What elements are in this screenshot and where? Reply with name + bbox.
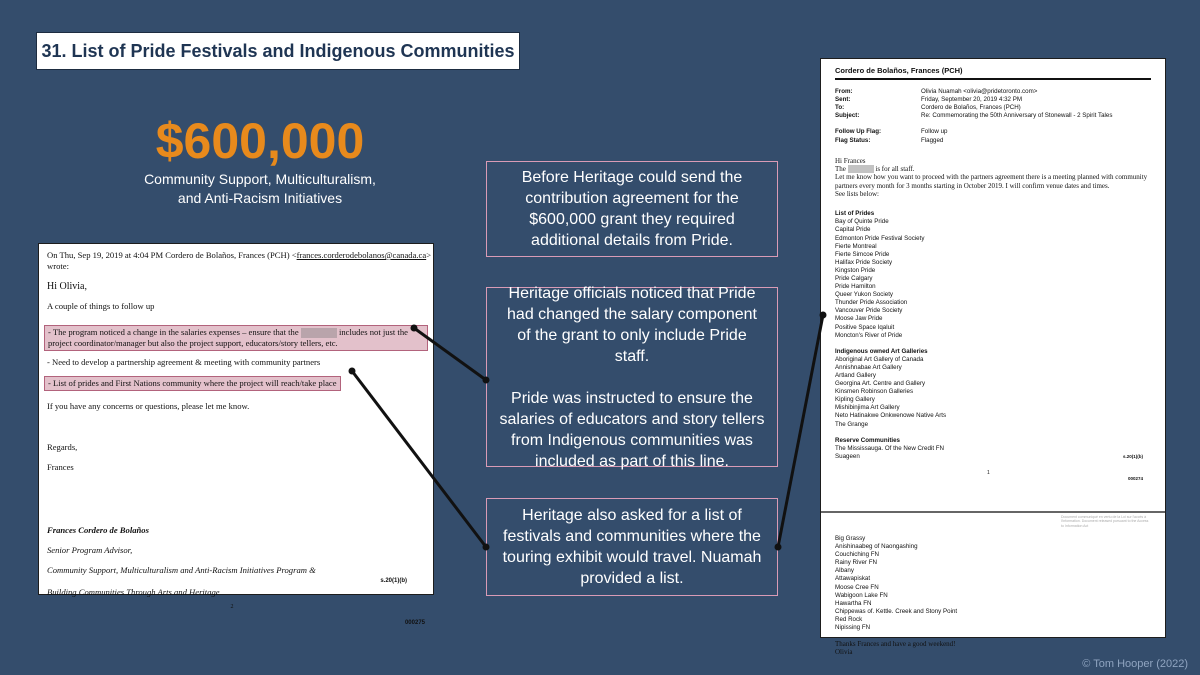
list-item: Pride Hamilton bbox=[835, 283, 876, 291]
connector-dot bbox=[411, 325, 418, 332]
galleries-title: Indigenous owned Art Galleries bbox=[835, 347, 928, 355]
list-item: Artland Gallery bbox=[835, 372, 876, 380]
subtitle-line-2: and Anti-Racism Initiatives bbox=[177, 190, 343, 206]
list-item: Mishibinjima Art Gallery bbox=[835, 404, 900, 412]
email-greeting: Hi Olivia, bbox=[47, 281, 87, 292]
list-item: Hawartha FN bbox=[835, 599, 872, 607]
page-number-right: 1 bbox=[987, 469, 990, 476]
item1-text-b: includes not just the bbox=[338, 327, 408, 337]
list-item: Albany bbox=[835, 567, 854, 575]
callout-1-text: Before Heritage could send the contribution agreement for the $600,000 grant they required additional details from Pride. bbox=[521, 169, 743, 249]
doc-header-name: Cordero de Bolaños, Frances (PCH) bbox=[835, 67, 1151, 80]
list-item: Thunder Pride Association bbox=[835, 299, 908, 307]
body-hi: Hi Frances bbox=[835, 156, 866, 165]
connector-salaries bbox=[414, 328, 486, 380]
body-for-all: is for all staff. bbox=[875, 164, 915, 173]
connector-dot bbox=[775, 544, 782, 551]
item1-text-c: project coordinator/manager but also the project support, educators/story tellers, etc. bbox=[48, 338, 338, 349]
list-item: Positive Space Iqaluit bbox=[835, 323, 895, 331]
list-item: Red Rock bbox=[835, 615, 863, 623]
list-item: Big Grassy bbox=[835, 534, 866, 542]
list-item: Bay of Quinte Pride bbox=[835, 218, 889, 226]
email-item-2: - Need to develop a partnership agreement & meeting with community partners bbox=[47, 357, 321, 368]
body-the: The bbox=[835, 164, 846, 173]
email-closing: If you have any concerns or questions, please let me know. bbox=[47, 401, 250, 412]
callout-2-text-a: Heritage officials noticed that Pride had changed the salary component of the grant to only include Pride staff. bbox=[507, 284, 757, 365]
meta-value: Follow up bbox=[921, 128, 948, 136]
item3-text: - List of prides and First Nations community where the project will reach/take place bbox=[48, 378, 337, 389]
list-item: Moncton's River of Pride bbox=[835, 331, 903, 339]
meta-key: Subject: bbox=[835, 112, 860, 120]
email-intro: A couple of things to follow up bbox=[47, 301, 155, 311]
list-item: Moose Jaw Pride bbox=[835, 315, 883, 323]
list-item: Kipling Gallery bbox=[835, 396, 875, 404]
list-item: Chippewas of. Kettle. Creek and Stony Point bbox=[835, 607, 958, 615]
body-paragraph: Let me know how you want to proceed with the partners agreement there is a meeting planned with community partners every month for 3 months starting in October 2019. I will confirm venue dates and times. bbox=[835, 173, 1148, 190]
list-item: Kinsmen Robinson Galleries bbox=[835, 388, 914, 396]
connector-dot bbox=[483, 544, 490, 551]
reserve-title: Reserve Communities bbox=[835, 436, 900, 444]
list-item: Georgina Art. Centre and Gallery bbox=[835, 380, 926, 388]
list-item: Suageen bbox=[835, 452, 860, 460]
slide-title: 31. List of Pride Festivals and Indigenous Communities bbox=[36, 32, 520, 70]
signature-program-2: Building Communities Through Arts and Heritage bbox=[47, 587, 220, 598]
page-number: 2 bbox=[230, 604, 234, 611]
list-item: Aboriginal Art Gallery of Canada bbox=[835, 355, 924, 363]
prides-title: List of Prides bbox=[835, 210, 875, 218]
subtitle-line-1: Community Support, Multiculturalism, bbox=[144, 171, 376, 187]
exemption-code: s.20(1)(b) bbox=[380, 578, 407, 585]
email-name-short: Frances bbox=[47, 462, 74, 473]
document-number-right: 000274 bbox=[1127, 475, 1143, 481]
list-item: Halifax Pride Society bbox=[835, 258, 893, 266]
signature-name: Frances Cordero de Bolaños bbox=[47, 525, 149, 536]
email-address-link[interactable]: frances.corderodebolanos@canada.ca bbox=[296, 250, 427, 260]
list-item: Moose Cree FN bbox=[835, 583, 879, 591]
connector-dot bbox=[820, 312, 827, 319]
list-item: Couchiching FN bbox=[835, 551, 880, 559]
connector-dot bbox=[483, 377, 490, 384]
connector-doc bbox=[778, 315, 823, 547]
list-item: Anishinaabeg of Naongashing bbox=[835, 543, 918, 551]
callout-3-text: Heritage also asked for a list of festivals and communities where the touring exhibit would travel. Nuamah provided a list. bbox=[502, 507, 762, 587]
meta-value: Flagged bbox=[921, 136, 944, 144]
connector-dot bbox=[349, 368, 356, 375]
meta-key: From: bbox=[835, 88, 853, 96]
meta-value: Re: Commemorating the 50th Anniversary of Stonewall - 2 Spirit Tales bbox=[921, 112, 1113, 120]
item1-text-a: - The program noticed a change in the salaries expenses – ensure that the bbox=[48, 327, 299, 337]
document-number: 000275 bbox=[404, 620, 425, 627]
list-item: Edmonton Pride Festival Society bbox=[835, 234, 925, 242]
list-item: Nipissing FN bbox=[835, 623, 871, 631]
list-item: Fierte Simcoe Pride bbox=[835, 250, 890, 258]
signature-program: Community Support, Multiculturalism and Anti-Racism Initiatives Program & bbox=[47, 565, 316, 576]
list-item: Capital Pride bbox=[835, 226, 871, 234]
meta-key: Sent: bbox=[835, 96, 851, 104]
meta-key: To: bbox=[835, 104, 845, 112]
email-regards: Regards, bbox=[47, 442, 78, 453]
email-header-prefix: On Thu, Sep 19, 2019 at 4:04 PM Cordero de Bolaños, Frances (PCH) < bbox=[47, 250, 297, 260]
callout-2-text-b: Pride was instructed to ensure the salaries of educators and story tellers from Indigenous communities was included as part of this line. bbox=[499, 389, 765, 470]
meta-value: Friday, September 20, 2019 4:32 PM bbox=[921, 96, 1023, 104]
release-note: Document communiqué en vertu de la Loi sur l'accès à l'information. Document released pursuant to the Access to Information Act bbox=[1061, 514, 1149, 528]
list-item: Kingston Pride bbox=[835, 266, 876, 274]
thanks-line: Thanks Frances and have a good weekend! bbox=[835, 640, 956, 649]
grant-amount: $600,000 bbox=[155, 113, 365, 169]
meta-key: Follow Up Flag: bbox=[835, 128, 882, 136]
list-item: The Mississauga. Of the New Credit FN bbox=[835, 444, 945, 452]
meta-key: Flag Status: bbox=[835, 136, 871, 144]
body-see-lists: See lists below: bbox=[835, 189, 879, 198]
list-item: Attawapiskat bbox=[835, 575, 871, 583]
copyright-footer: © Tom Hooper (2022) bbox=[1082, 658, 1188, 670]
connector-list bbox=[352, 371, 486, 547]
list-item: Annishnabae Art Gallery bbox=[835, 363, 902, 371]
meta-value: Olivia Nuamah <olivia@pridetoronto.com> bbox=[921, 88, 1038, 96]
email-wrote: wrote: bbox=[47, 261, 69, 271]
list-item: Queer Yukon Society bbox=[835, 291, 894, 299]
list-item: Neto Hatinakwe Onkwenowe Native Arts bbox=[835, 412, 947, 420]
list-item: The Grange bbox=[835, 420, 869, 428]
signature-title: Senior Program Advisor, bbox=[47, 545, 133, 556]
list-item: Wabigoon Lake FN bbox=[835, 591, 888, 599]
list-item: Fierte Montreal bbox=[835, 242, 877, 250]
list-item: Pride Calgary bbox=[835, 274, 873, 282]
email-header-suffix: > bbox=[426, 250, 432, 260]
list-item: Vancouver Pride Society bbox=[835, 307, 903, 315]
signoff: Olivia bbox=[835, 648, 853, 657]
exemption-code-right: s.20(1)(b) bbox=[1122, 453, 1143, 459]
meta-value: Cordero de Bolaños, Frances (PCH) bbox=[921, 104, 1021, 112]
list-item: Rainy River FN bbox=[835, 559, 877, 567]
